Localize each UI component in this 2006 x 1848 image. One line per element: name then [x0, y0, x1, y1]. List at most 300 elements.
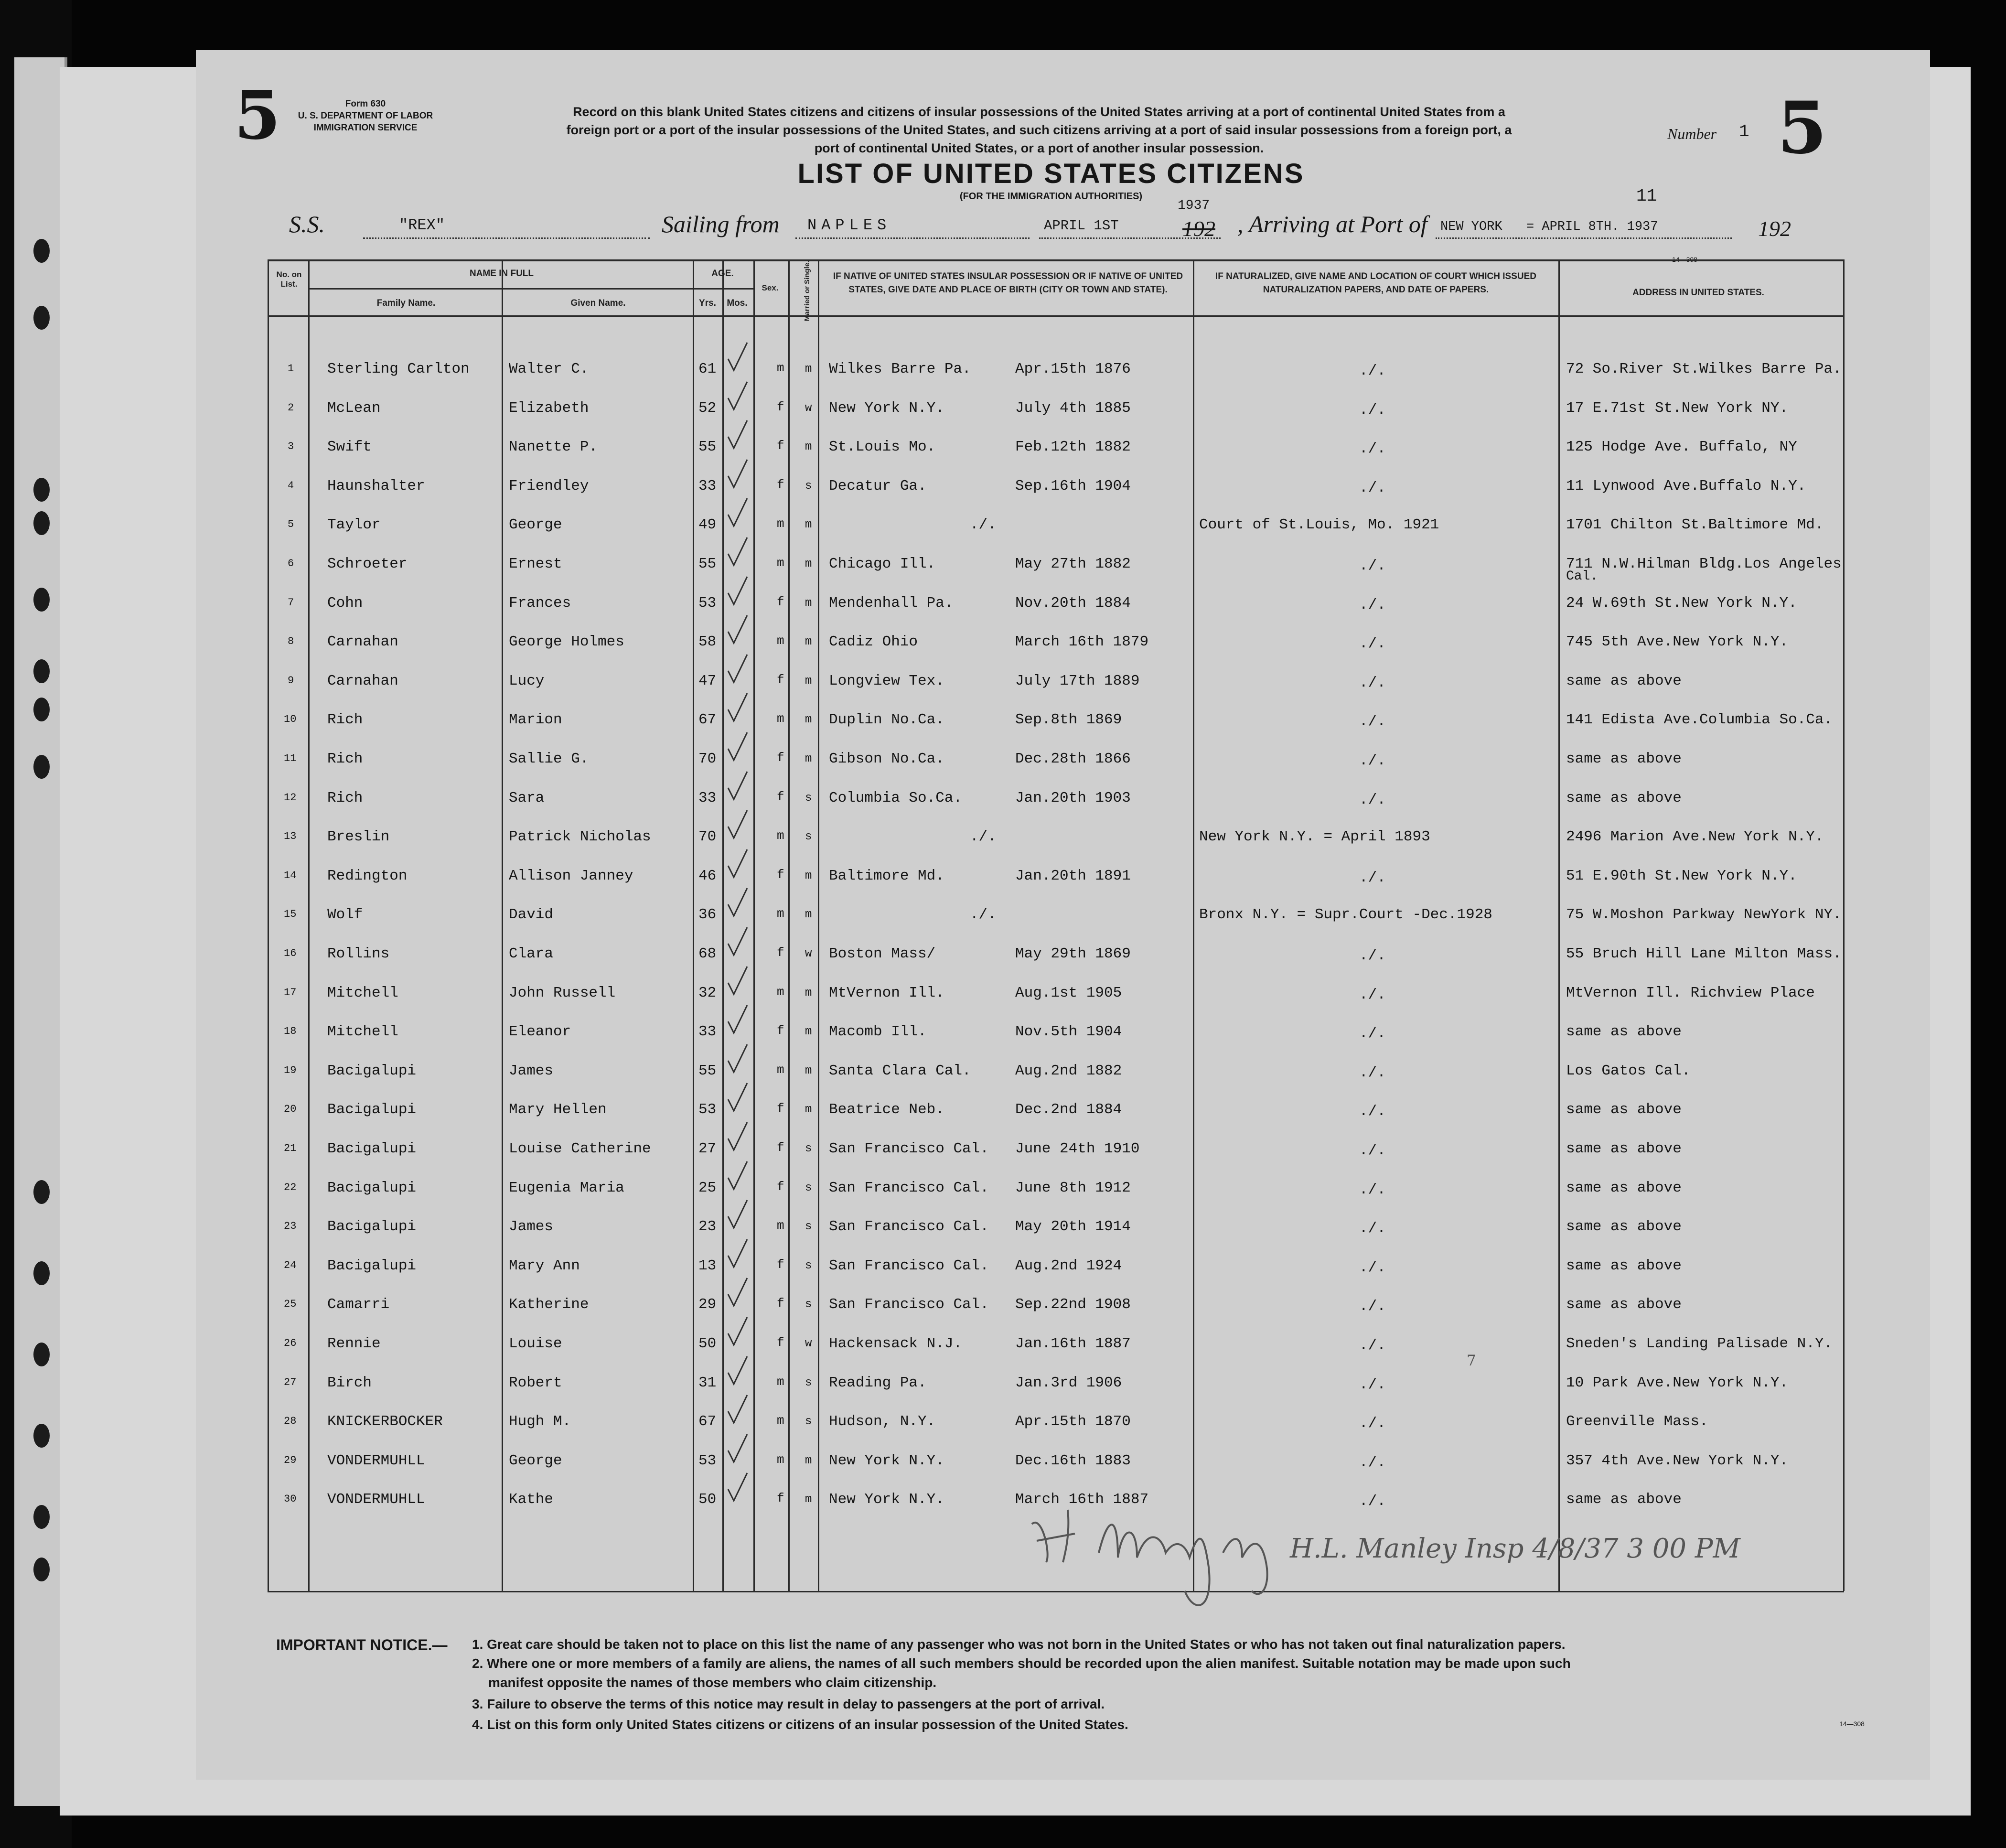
binder-hole — [33, 478, 50, 502]
marital-status: m — [805, 1025, 812, 1038]
header-married: Married or Single. — [803, 260, 811, 322]
age-years: 70 — [698, 828, 717, 845]
address: same as above — [1566, 1180, 1682, 1196]
row-number: 6 — [288, 558, 294, 569]
birth-date: Aug.2nd 1924 — [1015, 1257, 1122, 1274]
family-name: Bacigalupi — [327, 1101, 417, 1118]
service-line: IMMIGRATION SERVICE — [313, 123, 418, 133]
row-number: 28 — [284, 1415, 297, 1427]
check-mark — [726, 1238, 749, 1269]
notice-item-1: 1. Great care should be taken not to place on this list the name of any passenger who was not born in the United States or who has not taken out final naturalization papers. — [472, 1637, 1566, 1652]
ship-line — [363, 237, 650, 239]
marital-status: m — [805, 635, 812, 648]
binder-hole — [33, 1343, 50, 1366]
family-name: Breslin — [327, 828, 390, 845]
birth-date: Sep.16th 1904 — [1015, 478, 1131, 494]
birth-place: Cadiz Ohio — [829, 634, 918, 650]
birth-place: Hackensack N.J. — [829, 1335, 963, 1352]
check-mark — [726, 497, 749, 528]
address: 1701 Chilton St.Baltimore Md. — [1566, 516, 1824, 533]
marital-status: s — [805, 1259, 812, 1272]
age-years: 53 — [698, 1101, 717, 1118]
naturalization-info: ./. — [1359, 635, 1386, 652]
naturalization-info: ./. — [1359, 713, 1386, 730]
birth-place: Decatur Ga. — [829, 478, 927, 494]
birth-date: Jan.16th 1887 — [1015, 1335, 1131, 1352]
check-mark — [726, 771, 749, 802]
sheet-mark: 11 — [1636, 186, 1657, 206]
marital-status: s — [805, 1415, 812, 1428]
family-name: VONDERMUHLL — [327, 1452, 425, 1469]
address: same as above — [1566, 1140, 1682, 1157]
birth-date: Jan.20th 1903 — [1015, 790, 1131, 806]
address: Sneden's Landing Palisade N.Y. — [1566, 1335, 1833, 1352]
sex-value: m — [777, 361, 784, 375]
address: same as above — [1566, 1023, 1682, 1040]
sex-value: m — [777, 1063, 784, 1077]
birth-date: Nov.20th 1884 — [1015, 595, 1131, 612]
marital-status: m — [805, 558, 812, 570]
naturalization-info: ./. — [1359, 597, 1386, 613]
birth-date: March 16th 1887 — [1015, 1491, 1149, 1508]
birth-date: Jan.20th 1891 — [1015, 868, 1131, 884]
birth-place: New York N.Y. — [829, 400, 944, 417]
naturalization-info: ./. — [1359, 1103, 1386, 1120]
grid-vline — [268, 259, 269, 1591]
sex-value: m — [777, 1218, 784, 1233]
family-name: Mitchell — [327, 1023, 398, 1040]
given-name: Clara — [509, 945, 554, 962]
birth-date: Dec.2nd 1884 — [1015, 1101, 1122, 1118]
birth-place: St.Louis Mo. — [829, 439, 936, 455]
binder-hole — [33, 1261, 50, 1285]
sex-value: f — [777, 595, 784, 609]
check-mark — [726, 537, 749, 568]
row-number: 5 — [288, 518, 294, 530]
sex-value: f — [777, 1491, 784, 1505]
naturalization-info: Bronx N.Y. = Supr.Court -Dec.1928 — [1199, 906, 1492, 923]
birth-place: Macomb Ill. — [829, 1023, 927, 1040]
age-years: 46 — [698, 868, 717, 884]
age-years: 68 — [698, 945, 717, 962]
page-title: LIST OF UNITED STATES CITIZENS — [797, 158, 1305, 189]
age-years: 52 — [698, 400, 717, 417]
sex-value: m — [777, 985, 784, 999]
marital-status: s — [805, 830, 812, 843]
grid-hline — [268, 315, 1844, 317]
marital-status: m — [805, 713, 812, 726]
family-name: Haunshalter — [327, 478, 425, 494]
given-name: Walter C. — [509, 361, 589, 377]
address: same as above — [1566, 790, 1682, 806]
sex-value: m — [777, 634, 784, 648]
given-name: Allison Janney — [509, 868, 633, 884]
check-mark — [726, 576, 749, 607]
birth-place: San Francisco Cal. — [829, 1296, 989, 1313]
birth-place: Wilkes Barre Pa. — [829, 361, 971, 377]
family-name: Bacigalupi — [327, 1140, 417, 1157]
naturalization-info: ./. — [1359, 675, 1386, 691]
family-name: Carnahan — [327, 673, 398, 689]
given-name: Robert — [509, 1375, 562, 1391]
binder-hole — [33, 659, 50, 683]
given-name: Elizabeth — [509, 400, 589, 417]
check-mark — [726, 731, 749, 763]
age-years: 55 — [698, 439, 717, 455]
check-mark — [726, 342, 749, 373]
sex-value: m — [777, 906, 784, 921]
given-name: Ernest — [509, 556, 562, 572]
ss-label: S.S. — [289, 211, 325, 237]
form-number-left: 5 — [234, 76, 281, 155]
check-mark — [726, 966, 749, 997]
check-mark — [726, 459, 749, 490]
naturalization-info: ./. — [1359, 1220, 1386, 1237]
family-name: KNICKERBOCKER — [327, 1413, 443, 1430]
birth-place: Chicago Ill. — [829, 556, 936, 572]
row-number: 12 — [284, 792, 297, 804]
naturalization-info: ./. — [1359, 1376, 1386, 1393]
age-years: 47 — [698, 673, 717, 689]
family-name: Sterling Carlton — [327, 361, 470, 377]
address: same as above — [1566, 1491, 1682, 1508]
given-name: David — [509, 906, 554, 923]
address: 745 5th Ave.New York N.Y. — [1566, 634, 1789, 650]
birth-date: July 17th 1889 — [1015, 673, 1140, 689]
row-number: 1 — [288, 363, 294, 375]
signature-text: H.L. Manley Insp 4/8/37 3 00 PM — [1290, 1533, 1740, 1564]
address: 2496 Marion Ave.New York N.Y. — [1566, 828, 1824, 845]
family-name: Redington — [327, 868, 408, 884]
sex-value: f — [777, 1140, 784, 1155]
birth-date: March 16th 1879 — [1015, 634, 1149, 650]
address: same as above — [1566, 1101, 1682, 1118]
sex-value: f — [777, 1101, 784, 1116]
grid-vline — [502, 259, 503, 1591]
age-years: 27 — [698, 1140, 717, 1157]
sex-value: m — [777, 516, 784, 531]
family-name: Taylor — [327, 516, 381, 533]
record-line: port of continental United States, or a port of another insular possession. — [814, 141, 1264, 155]
sex-value: f — [777, 478, 784, 492]
birth-date: Dec.16th 1883 — [1015, 1452, 1131, 1469]
sex-value: f — [777, 1296, 784, 1311]
header-age: AGE. — [711, 269, 734, 279]
naturalization-info: ./. — [1359, 752, 1386, 769]
birth-place: New York N.Y. — [829, 1452, 944, 1469]
header-given: Given Name. — [570, 298, 626, 308]
family-name: McLean — [327, 400, 381, 417]
birth-place: Baltimore Md. — [829, 868, 944, 884]
row-number: 17 — [284, 987, 297, 999]
given-name: Mary Ann — [509, 1257, 580, 1274]
marital-status: s — [805, 1142, 812, 1155]
naturalization-info: ./. — [1359, 1064, 1386, 1081]
naturalization-info: Court of St.Louis, Mo. 1921 — [1199, 516, 1439, 533]
marital-status: s — [805, 1298, 812, 1311]
marital-status: m — [805, 597, 812, 610]
family-name: Rennie — [327, 1335, 381, 1352]
family-name: Rollins — [327, 945, 390, 962]
age-years: 50 — [698, 1491, 717, 1508]
sex-value: m — [777, 1375, 784, 1389]
row-number: 26 — [284, 1337, 297, 1349]
binder-hole — [33, 698, 50, 721]
number-value: 1 — [1739, 122, 1749, 141]
record-line: foreign port or a port of the insular possessions of the United States, and such citizens arriving at a port of said insular possessions from a foreign port, a — [566, 123, 1512, 137]
row-number: 14 — [284, 870, 297, 881]
age-years: 32 — [698, 985, 717, 1001]
binder-hole — [33, 239, 50, 263]
birth-date: Feb.12th 1882 — [1015, 439, 1131, 455]
birth-place: Reading Pa. — [829, 1375, 927, 1391]
age-years: 33 — [698, 478, 717, 494]
marital-status: m — [805, 870, 812, 882]
birth-place: Hudson, N.Y. — [829, 1413, 936, 1430]
given-name: James — [509, 1218, 554, 1235]
port-from-line — [795, 237, 1030, 239]
naturalization-info: ./. — [1359, 480, 1386, 496]
check-mark — [726, 1472, 749, 1503]
birth-date: July 4th 1885 — [1015, 400, 1131, 417]
notice-item-2: 2. Where one or more members of a family are aliens, the names of all such members should be recorded upon the alien manifest. Suitable notation may be made upon such — [472, 1656, 1571, 1671]
birth-place: San Francisco Cal. — [829, 1140, 989, 1157]
marital-status: m — [805, 1454, 812, 1467]
age-years: 53 — [698, 595, 717, 612]
sex-value: f — [777, 1180, 784, 1194]
age-years: 31 — [698, 1375, 717, 1391]
marital-status: m — [805, 1103, 812, 1116]
row-number: 10 — [284, 713, 297, 725]
check-mark — [726, 1004, 749, 1035]
birth-date: May 29th 1869 — [1015, 945, 1131, 962]
check-mark — [726, 1355, 749, 1386]
year-written: 1937 — [1178, 198, 1210, 213]
sex-value: m — [777, 828, 784, 843]
birth-date: Jan.3rd 1906 — [1015, 1375, 1122, 1391]
birth-place: New York N.Y. — [829, 1491, 944, 1508]
row-number: 16 — [284, 947, 297, 959]
given-name: Louise — [509, 1335, 562, 1352]
check-mark — [726, 614, 749, 645]
header-native: IF NATIVE OF UNITED STATES INSULAR POSSESSION OR IF NATIVE OF UNITED STATES, GIVE DATE AND PLACE OF BIRTH (CITY OR TOWN AND STATE). — [833, 271, 1183, 295]
naturalization-info: New York N.Y. = April 1893 — [1199, 828, 1430, 845]
family-name: Cohn — [327, 595, 363, 612]
age-years: 33 — [698, 1023, 717, 1040]
header-naturalized: IF NATURALIZED, GIVE NAME AND LOCATION OF COURT WHICH ISSUED NATURALIZATION PAPERS, AND DATE OF PAPERS. — [1215, 271, 1536, 295]
marital-status: w — [805, 402, 812, 415]
given-name: George — [509, 1452, 562, 1469]
binder-hole — [33, 755, 50, 779]
address: same as above — [1566, 1257, 1682, 1274]
birth-date: Sep.22nd 1908 — [1015, 1296, 1131, 1313]
birth-place: ./. — [970, 906, 997, 923]
birth-date: Apr.15th 1870 — [1015, 1413, 1131, 1430]
row-number: 4 — [288, 480, 294, 492]
record-line: Record on this blank United States citizens and citizens of insular possessions of the United States arriving at a port of continental United States from a — [573, 105, 1505, 119]
ship-name: "REX" — [399, 216, 445, 234]
given-name: Lucy — [509, 673, 545, 689]
date-from-line — [1039, 237, 1221, 239]
check-mark — [726, 1199, 749, 1230]
row-number: 2 — [288, 402, 294, 414]
year-printed-2: 192 — [1758, 216, 1791, 241]
birth-date: Dec.28th 1866 — [1015, 751, 1131, 767]
row-number: 29 — [284, 1454, 297, 1466]
naturalization-info: ./. — [1359, 1259, 1386, 1276]
given-name: John Russell — [509, 985, 616, 1001]
family-name: VONDERMUHLL — [327, 1491, 425, 1508]
check-mark — [726, 1121, 749, 1152]
birth-place: ./. — [970, 516, 997, 533]
sex-value: m — [777, 1452, 784, 1467]
given-name: George Holmes — [509, 634, 624, 650]
header-mos: Mos. — [727, 298, 748, 308]
address: Greenville Mass. — [1566, 1413, 1708, 1430]
address: same as above — [1566, 673, 1682, 689]
binder-hole — [33, 588, 50, 612]
age-years: 50 — [698, 1335, 717, 1352]
row-number: 27 — [284, 1376, 297, 1388]
naturalization-info: ./. — [1359, 1182, 1386, 1198]
naturalization-info: ./. — [1359, 441, 1386, 457]
row-number: 22 — [284, 1182, 297, 1193]
marital-status: m — [805, 987, 812, 999]
age-years: 67 — [698, 1413, 717, 1430]
number-label: Number — [1667, 125, 1717, 142]
grid-vline — [788, 259, 790, 1591]
grid-hline — [268, 259, 1844, 261]
family-name: Rich — [327, 711, 363, 728]
check-mark — [726, 1160, 749, 1192]
birth-place: Boston Mass/ — [829, 945, 936, 962]
sex-value: f — [777, 1257, 784, 1272]
given-name: Mary Hellen — [509, 1101, 607, 1118]
naturalization-info: ./. — [1359, 987, 1386, 1003]
given-name: Kathe — [509, 1491, 554, 1508]
header-family: Family Name. — [376, 298, 436, 308]
check-mark — [726, 1043, 749, 1074]
naturalization-info: ./. — [1359, 947, 1386, 964]
birth-place: Duplin No.Ca. — [829, 711, 944, 728]
marital-status: s — [805, 792, 812, 805]
family-name: Bacigalupi — [327, 1180, 417, 1196]
birth-place: MtVernon Ill. — [829, 985, 944, 1001]
sex-value: f — [777, 1023, 784, 1038]
naturalization-info: ./. — [1359, 1142, 1386, 1159]
row-number: 19 — [284, 1064, 297, 1076]
marital-status: m — [805, 518, 812, 531]
birth-place: Santa Clara Cal. — [829, 1063, 971, 1079]
row-number: 23 — [284, 1220, 297, 1232]
age-years: 61 — [698, 361, 717, 377]
grid-vline — [1558, 259, 1560, 1591]
family-name: Carnahan — [327, 634, 398, 650]
naturalization-info: ./. — [1359, 1415, 1386, 1432]
age-years: 70 — [698, 751, 717, 767]
given-name: George — [509, 516, 562, 533]
row-number: 13 — [284, 830, 297, 842]
address: 125 Hodge Ave. Buffalo, NY — [1566, 439, 1797, 455]
age-years: 23 — [698, 1218, 717, 1235]
check-mark — [726, 1394, 749, 1425]
marital-status: m — [805, 908, 812, 921]
grid-vline — [753, 259, 755, 1591]
marital-status: s — [805, 1182, 812, 1194]
given-name: Friendley — [509, 478, 589, 494]
address: same as above — [1566, 1296, 1682, 1313]
check-mark — [726, 1433, 749, 1464]
header-sex: Sex. — [762, 283, 779, 292]
birth-date: June 8th 1912 — [1015, 1180, 1131, 1196]
given-name: Sallie G. — [509, 751, 589, 767]
age-years: 53 — [698, 1452, 717, 1469]
birth-place: Beatrice Neb. — [829, 1101, 944, 1118]
family-name: Swift — [327, 439, 372, 455]
department-block — [287, 98, 444, 134]
birth-place: San Francisco Cal. — [829, 1180, 989, 1196]
sex-value: f — [777, 751, 784, 765]
birth-date: May 27th 1882 — [1015, 556, 1131, 572]
marital-status: m — [805, 1493, 812, 1506]
binder-hole — [33, 1180, 50, 1204]
sex-value: f — [777, 673, 784, 687]
address: 72 So.River St.Wilkes Barre Pa. — [1566, 361, 1842, 377]
check-mark — [726, 381, 749, 412]
sex-value: f — [777, 1335, 784, 1350]
marital-status: w — [805, 1337, 812, 1350]
given-name: Frances — [509, 595, 571, 612]
address: 141 Edista Ave.Columbia So.Ca. — [1566, 711, 1833, 728]
naturalization-info: ./. — [1359, 870, 1386, 886]
check-mark — [726, 849, 749, 880]
page-subtitle: (FOR THE IMMIGRATION AUTHORITIES) — [959, 191, 1143, 202]
form-code: Form 630 — [345, 99, 386, 109]
birth-place: Mendenhall Pa. — [829, 595, 954, 612]
check-mark — [726, 692, 749, 723]
family-name: Bacigalupi — [327, 1218, 417, 1235]
given-name: Marion — [509, 711, 562, 728]
age-years: 58 — [698, 634, 717, 650]
family-name: Bacigalupi — [327, 1257, 417, 1274]
date-from: APRIL 1ST — [1044, 218, 1119, 234]
family-name: Bacigalupi — [327, 1063, 417, 1079]
row-number: 15 — [284, 908, 297, 920]
marital-status: m — [805, 363, 812, 376]
marital-status: m — [805, 1064, 812, 1077]
address: same as above — [1566, 751, 1682, 767]
birth-place: Longview Tex. — [829, 673, 944, 689]
sex-value: f — [777, 868, 784, 882]
naturalization-info: ./. — [1359, 363, 1386, 379]
binder-hole — [33, 1424, 50, 1448]
check-mark — [726, 926, 749, 957]
family-name: Mitchell — [327, 985, 398, 1001]
notice-item-3: 3. Failure to observe the terms of this notice may result in delay to passengers at the port of arrival. — [472, 1697, 1105, 1711]
given-name: Hugh M. — [509, 1413, 571, 1430]
check-mark — [726, 809, 749, 840]
notice-item-2-cont: manifest opposite the names of those members who claim citizenship. — [488, 1675, 937, 1690]
family-name: Wolf — [327, 906, 363, 923]
birth-date: Aug.2nd 1882 — [1015, 1063, 1122, 1079]
check-mark — [726, 887, 749, 918]
port-to: NEW YORK — [1440, 220, 1502, 234]
header-name: NAME IN FULL — [469, 269, 534, 279]
given-name: Eleanor — [509, 1023, 571, 1040]
grid-vline — [693, 259, 694, 1591]
naturalization-info: ./. — [1359, 1025, 1386, 1042]
sex-value: f — [777, 790, 784, 804]
